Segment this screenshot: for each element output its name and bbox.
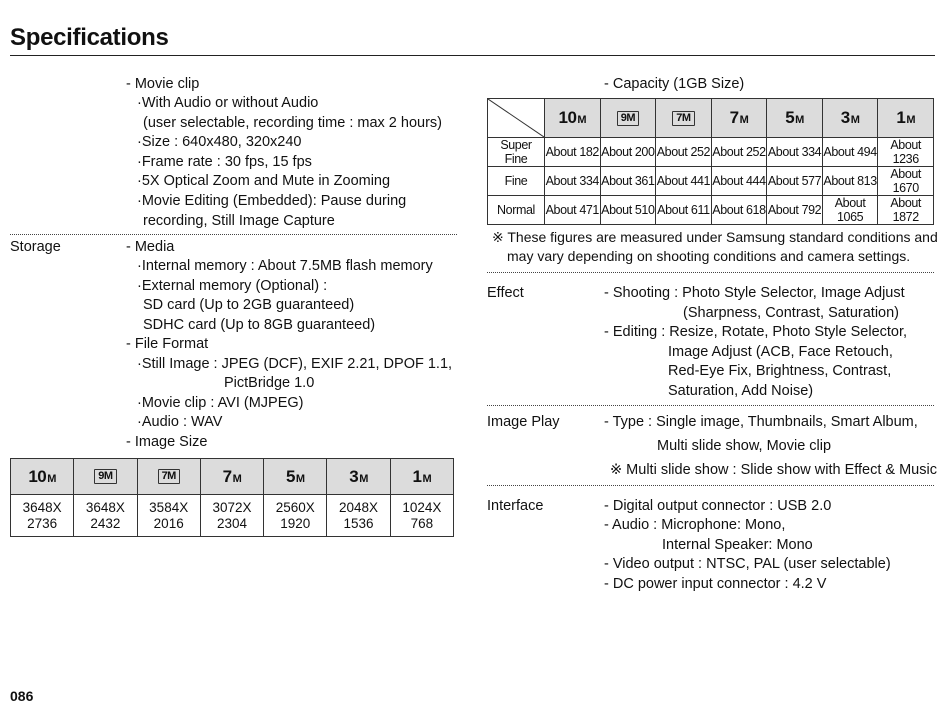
- resolution-3m-icon: [327, 459, 390, 495]
- table-cell: 2560X 1920: [264, 495, 327, 537]
- spec-line: Red-Eye Fix, Brightness, Contrast,: [668, 363, 892, 379]
- spec-line: ·Still Image : JPEG (DCF), EXIF 2.21, DPOF 1.1,: [137, 356, 453, 372]
- spec-line: SD card (Up to 2GB guaranteed): [143, 297, 355, 313]
- table-cell: About 510: [600, 196, 656, 225]
- spec-line: ·5X Optical Zoom and Mute in Zooming: [137, 173, 391, 189]
- spec-line: - Shooting : Photo Style Selector, Image Adjust: [604, 285, 905, 301]
- spec-line: ※ Multi slide show : Slide show with Effect & Music: [610, 462, 937, 478]
- icon-text: 5M: [285, 466, 305, 486]
- spec-line: ·Movie clip : AVI (MJPEG): [137, 395, 304, 411]
- table-cell: About 611: [656, 196, 712, 225]
- table-cell: 1024X 768: [390, 495, 453, 537]
- resolution-9m-icon: [600, 99, 656, 138]
- spec-line: - Type : Single image, Thumbnails, Smart Album,: [604, 414, 918, 430]
- spec-line: - Media: [126, 239, 175, 255]
- title-divider: [10, 55, 935, 56]
- spec-line: - Video output : NTSC, PAL (user selectable): [604, 556, 891, 572]
- table-cell: 3072X 2304: [200, 495, 263, 537]
- icon-text: 3M: [840, 108, 860, 127]
- row-label: Fine: [488, 167, 545, 196]
- spec-line: Saturation, Add Noise): [668, 383, 814, 399]
- spec-line: - Image Size: [126, 434, 208, 450]
- section-label: Image Play: [487, 414, 560, 430]
- spec-line: - Movie clip: [126, 76, 200, 92]
- icon-text: 10M: [558, 108, 587, 127]
- table-cell: About 1872: [878, 196, 934, 225]
- resolution-3m-icon: [822, 99, 878, 138]
- capacity-title: - Capacity (1GB Size): [604, 76, 745, 92]
- image-size-table: [10, 458, 454, 537]
- spec-line: SDHC card (Up to 8GB guaranteed): [143, 317, 376, 333]
- table-cell: About 577: [767, 167, 823, 196]
- page-number: 086: [10, 688, 34, 704]
- icon-text: 7M: [158, 469, 180, 484]
- resolution-1m-icon: [390, 459, 453, 495]
- table-cell: About 792: [767, 196, 823, 225]
- section-divider: [487, 485, 934, 486]
- resolution-7m-icon: [200, 459, 263, 495]
- table-header-row: [11, 459, 454, 495]
- section-divider: [487, 405, 934, 406]
- resolution-5m-icon: [767, 99, 823, 138]
- spec-line: - Audio : Microphone: Mono,: [604, 517, 786, 533]
- table-cell: About 444: [711, 167, 767, 196]
- icon-text: 9M: [94, 469, 116, 484]
- resolution-1m-icon: [878, 99, 934, 138]
- page-title: Specifications: [10, 24, 169, 51]
- table-cell: 2048X 1536: [327, 495, 390, 537]
- resolution-10m-icon: [11, 459, 74, 495]
- table-cell: About 200: [600, 138, 656, 167]
- table-row: [488, 138, 934, 167]
- spec-line: - DC power input connector : 4.2 V: [604, 576, 827, 592]
- table-row: [488, 167, 934, 196]
- table-cell: About 471: [545, 196, 601, 225]
- table-row: [11, 495, 454, 537]
- spec-line: ·External memory (Optional) :: [137, 278, 328, 294]
- table-cell: 3648X 2736: [11, 495, 74, 537]
- table-cell: About 361: [600, 167, 656, 196]
- spec-line: Internal Speaker: Mono: [662, 537, 813, 553]
- diagonal-line: [488, 99, 544, 137]
- table-row: [488, 196, 934, 225]
- table-cell: About 494: [822, 138, 878, 167]
- section-label: Storage: [10, 239, 61, 255]
- note-line: may vary depending on shooting conditions and camera settings.: [507, 248, 911, 264]
- spec-line: ·Frame rate : 30 fps, 15 fps: [137, 154, 312, 170]
- row-label: Normal: [488, 196, 545, 225]
- spec-line: (user selectable, recording time : max 2 hours): [143, 115, 442, 131]
- capacity-table: [487, 98, 934, 225]
- icon-text: 7M: [729, 108, 749, 127]
- icon-text: 1M: [412, 466, 432, 486]
- section-divider: [10, 234, 457, 235]
- spec-line: ·Size : 640x480, 320x240: [137, 134, 302, 150]
- row-label: Super Fine: [488, 138, 545, 167]
- spec-line: ·With Audio or without Audio: [137, 95, 319, 111]
- section-divider: [487, 272, 934, 273]
- table-cell: About 813: [822, 167, 878, 196]
- spec-line: ·Internal memory : About 7.5MB flash memory: [137, 258, 433, 274]
- spec-line: ·Movie Editing (Embedded): Pause during: [137, 193, 407, 209]
- spec-line: ·Audio : WAV: [137, 414, 223, 430]
- table-cell: About 618: [711, 196, 767, 225]
- resolution-7m-wide-icon: [656, 99, 712, 138]
- spec-line: - Editing : Resize, Rotate, Photo Style Selector,: [604, 324, 908, 340]
- section-label: Interface: [487, 498, 544, 514]
- table-cell: About 334: [767, 138, 823, 167]
- icon-text: 9M: [617, 111, 639, 126]
- spec-line: - File Format: [126, 336, 209, 352]
- note-line: ※ These figures are measured under Samsung standard conditions and: [492, 229, 938, 245]
- icon-text: 5M: [785, 108, 804, 127]
- spec-line: PictBridge 1.0: [224, 375, 315, 391]
- table-cell: About 1670: [878, 167, 934, 196]
- table-cell: 3648X 2432: [74, 495, 137, 537]
- resolution-7m-wide-icon: [137, 459, 200, 495]
- table-cell: About 441: [656, 167, 712, 196]
- spec-line: recording, Still Image Capture: [143, 213, 335, 229]
- spec-line: - Digital output connector : USB 2.0: [604, 498, 832, 514]
- resolution-10m-icon: [545, 99, 601, 138]
- table-cell: About 252: [656, 138, 712, 167]
- spec-line: Image Adjust (ACB, Face Retouch,: [668, 344, 893, 360]
- table-cell: About 1065: [822, 196, 878, 225]
- icon-text: 7M: [672, 111, 694, 126]
- icon-text: 10M: [28, 466, 56, 486]
- table-cell: About 334: [545, 167, 601, 196]
- icon-text: 3M: [349, 466, 368, 486]
- section-label: Effect: [487, 285, 524, 301]
- table-cell: About 1236: [878, 138, 934, 167]
- resolution-5m-icon: [264, 459, 327, 495]
- spec-line: Multi slide show, Movie clip: [657, 438, 832, 454]
- resolution-9m-icon: [74, 459, 137, 495]
- table-cell: About 182: [545, 138, 601, 167]
- corner-cell: [488, 99, 545, 138]
- table-header-row: [488, 99, 934, 138]
- resolution-7m-icon: [711, 99, 767, 138]
- spec-line: (Sharpness, Contrast, Saturation): [683, 305, 899, 321]
- icon-text: 1M: [896, 108, 915, 127]
- icon-text: 7M: [222, 466, 242, 486]
- table-cell: About 252: [711, 138, 767, 167]
- table-cell: 3584X 2016: [137, 495, 200, 537]
